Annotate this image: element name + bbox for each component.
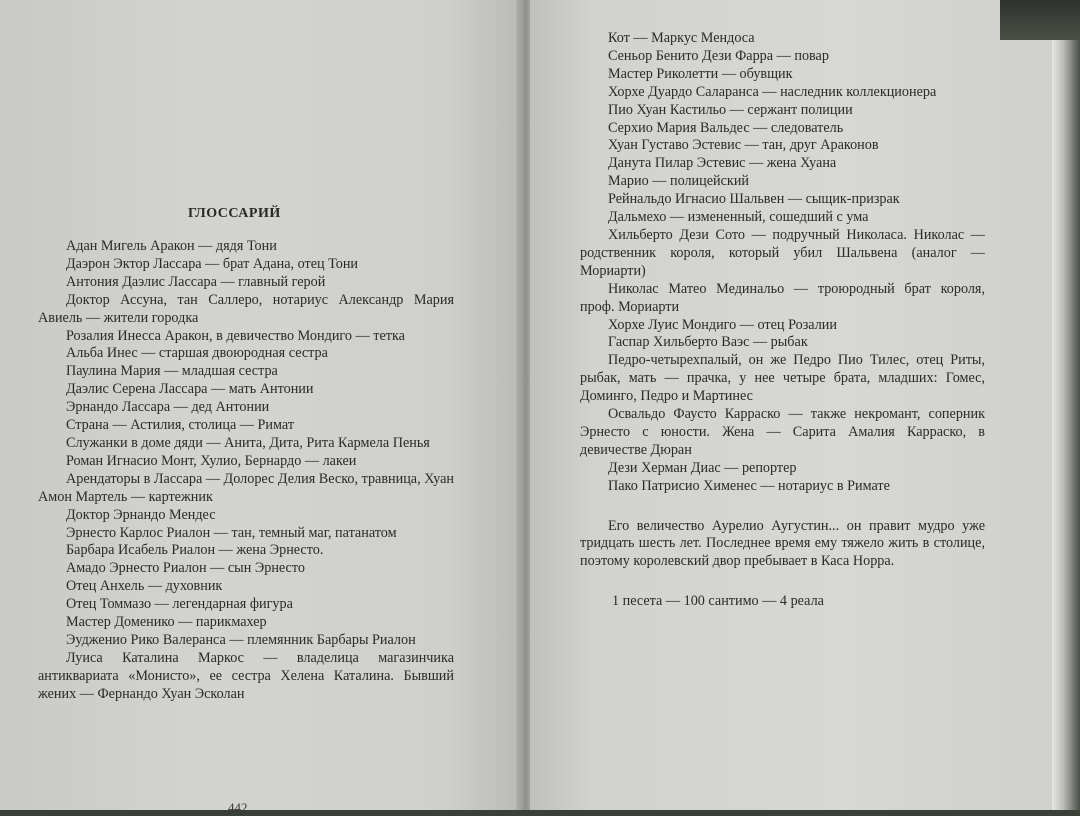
glossary-entry: Дези Херман Диас — репортер: [608, 459, 797, 476]
glossary-entry: Дальмехо — измененный, сошедший с ума: [608, 209, 869, 226]
glossary-entry: Барбара Исабель Риалон — жена Эрнесто.: [66, 542, 324, 559]
glossary-entry: Эрнесто Карлос Риалон — тан, темный маг, патанатом: [66, 524, 397, 541]
book-cover-edge: [1052, 40, 1080, 810]
glossary-entry: Пио Хуан Кастильо — сержант полиции: [608, 101, 853, 118]
glossary-entry: Антония Даэлис Лассара — главный герой: [66, 273, 326, 290]
glossary-entry: Роман Игнасио Монт, Хулио, Бернардо — лакеи: [66, 452, 357, 469]
glossary-entry: Страна — Астилия, столица — Римат: [66, 417, 295, 434]
glossary-entry: Даэлис Серена Лассара — мать Антонии: [66, 381, 314, 398]
right-glossary-list: [580, 30, 985, 611]
paragraph-gap: [580, 496, 985, 518]
glossary-entry: Эрнандо Лассара — дед Антонии: [66, 399, 270, 416]
glossary-entry: Арендаторы в Лассара — Долорес Делия Веско, травница, Хуан Амон Мартель — картежник: [38, 470, 454, 505]
glossary-entry: Мастер Доменико — парикмахер: [66, 614, 267, 631]
glossary-entry: Амадо Эрнесто Риалон — сын Эрнесто: [66, 560, 305, 577]
background-corner: [1000, 0, 1080, 40]
glossary-entry: Данута Пилар Эстевис — жена Хуана: [608, 155, 837, 172]
paragraph-gap: [580, 571, 985, 593]
glossary-entry: Альба Инес — старшая двоюродная сестра: [66, 345, 328, 362]
glossary-entry: Сеньор Бенито Дези Фарра — повар: [608, 47, 829, 64]
glossary-entry: Паулина Мария — младшая сестра: [66, 363, 278, 380]
glossary-entry: Доктор Эрнандо Мендес: [66, 506, 216, 523]
glossary-entry: Отец Томмазо — легендарная фигура: [66, 596, 293, 613]
currency-note: 1 песета — 100 сантимо — 4 реала: [612, 593, 824, 610]
page-number: 442: [228, 800, 248, 815]
glossary-entry: Хорхе Луис Мондиго — отец Розалии: [608, 316, 837, 333]
glossary-entry: Хуан Густаво Эстевис — тан, друг Араконов: [608, 137, 879, 154]
glossary-entry: Эудженио Рико Валеранса — племянник Барбары Риалон: [66, 631, 416, 648]
glossary-entry: Рейнальдо Игнасио Шальвен — сыщик-призрак: [608, 191, 900, 208]
glossary-entry: Служанки в доме дяди — Анита, Дита, Рита Кармела Пенья: [66, 434, 430, 451]
glossary-entry: Хильберто Дези Сото — подручный Николаса. Николас — родственник короля, который убил Шальвена (аналог — Мориарти): [580, 226, 985, 279]
glossary-entry: Доктор Ассуна, тан Саллеро, нотариус Александр Мария Авиель — жители городка: [38, 291, 454, 326]
glossary-entry: Отец Анхель — духовник: [66, 578, 223, 595]
glossary-entry: Луиса Каталина Маркос — владелица магазинчика антиквариата «Монисто», ее сестра Хелена Каталина. Бывший жених — Фернандо Хуан Эсколан: [38, 649, 454, 702]
glossary-entry: Гаспар Хильберто Ваэс — рыбак: [608, 334, 808, 351]
glossary-entry: Освальдо Фаусто Карраско — также некромант, соперник Эрнесто с юности. Жена — Сарита Амалия Карраско, в девичестве Дюран: [580, 406, 985, 458]
king-paragraph: Его величество Аурелио Аугустин... он правит мудро уже тридцать шесть лет. Последнее время ему тяжело жить в столице, поэтому королевский двор пребывает в Каса Норра.: [580, 517, 985, 570]
glossary-entry: Серхио Мария Вальдес — следователь: [608, 119, 844, 136]
glossary-entry: Педро-четырехпалый, он же Педро Пио Тилес, отец Риты, рыбак, мать — прачка, у нее четыре брата, младших: Гомес, Доминго, Педро и Мартинес: [580, 352, 985, 405]
glossary-entry: Марио — полицейский: [608, 173, 750, 190]
glossary-entry: Хорхе Дуардо Саларанса — наследник коллекционера: [608, 83, 937, 100]
glossary-entry: Даэрон Эктор Лассара — брат Адана, отец Тони: [66, 255, 359, 272]
glossary-entry: Розалия Инесса Аракон, в девичество Мондиго — тетка: [66, 327, 405, 344]
left-glossary-list: [38, 238, 454, 704]
glossary-entry: Николас Матео Мединальо — троюродный брат короля, проф. Мориарти: [580, 280, 985, 315]
glossary-entry: Кот — Маркус Мендоса: [608, 30, 755, 46]
glossary-entry: Пако Патрисио Хименес — нотариус в Римате: [608, 477, 890, 494]
glossary-entry: Адан Мигель Аракон — дядя Тони: [66, 238, 277, 254]
glossary-entry: Мастер Риколетти — обувщик: [608, 65, 793, 82]
glossary-title: ГЛОССАРИЙ: [188, 206, 281, 221]
